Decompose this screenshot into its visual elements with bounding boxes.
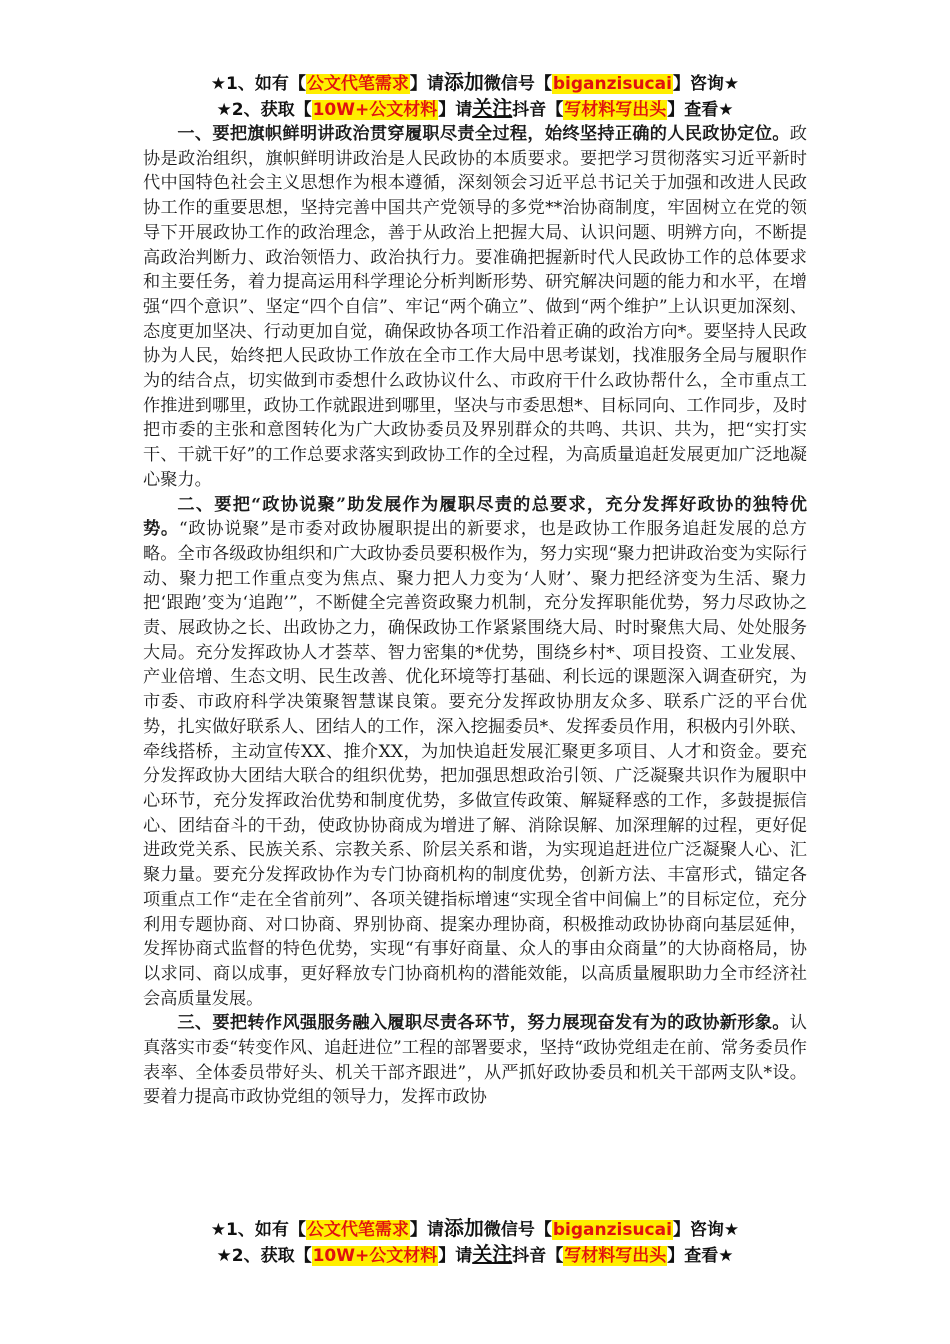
section-2-text: “政协说聚”是市委对政协履职提出的新要求，也是政协工作服务追赶发展的总方略。全市各级政协组织和广大政协委员要积极作为，努力实现“聚力把讲政治变为实际行动、聚力把工作重点变为焦点、聚力把人力变为‘人财’、聚力把经济变为生活、聚力把‘跟跑’变为‘追跑’”，不断健全完善资政聚力机制，充分发挥职能优势，努力尽政协之责、展政协之长、出政协之力，确保政协工作紧紧围绕大局、时时聚焦大局、处处服务大局。充分发挥政协人才荟萃、智力密集的*优势，围绕乡村*、项目投资、工业发展、产业倍增、生态文明、民生改善、优化环境等打基础、利长远的课题深入调查研究，为市委、市政府科学决策聚智慧谋良策。要充分发挥政协朋友众多、联系广泛的平台优势，扎实做好联系人、团结人的工作，深入挖掘委员*、发挥委员作用，积极内引外联、牵线搭桥，主动宣传XX、推介XX，为加快追赶发展汇聚更多项目、人才和资金。要充分发挥政协大团结大联合的组织优势，把加强思想政治引领、广泛凝聚共识作为履职中心环节，充分发挥政治优势和制度优势，多做宣传政策、解疑释惑的工作，多鼓提振信心、团结奋斗的干劲，使政协协商成为增进了解、消除误解、加深理解的过程，更好促进政党关系、民族关系、宗教关系、阶层关系和谐，为实现追赶进位广泛凝聚人心、汇聚力量。要充分发挥政协作为专门协商机构的制度优势，创新方法、丰富形式，锚定各项重点工作“走在全省前列”、各项关键指标增速“实现全省中间偏上”的目标定位，充分利用专题协商、对口协商、界别协商、提案办理协商，积极推动政协协商向基层延伸，发挥协商式监督的特色优势，实现“有事好商量、众人的事由众商量”的大协商格局，协以求同、商以成事，更好释放专门协商机构的潜能效能，以高质量履职助力全市经济社会高质量发展。 [143,519,807,1009]
wechat-id: biganzisucai [552,1220,672,1240]
highlight-materials: 10W+公文材料 [312,100,438,120]
highlight-service: 公文代笔需求 [306,1220,409,1240]
section-3 [143,1011,807,1110]
highlight-service: 公文代笔需求 [306,74,409,94]
section-1-heading: 一、要把旗帜鲜明讲政治贯穿履职尽责全过程，始终坚持正确的人民政协定位。 [177,124,790,144]
section-2-heading: 二、要把“政协说聚”助发展作为履职尽责的总要求，充分发挥好政协的独特优势。 [143,494,807,540]
highlight-materials: 10W+公文材料 [312,1246,438,1266]
promo-line-2: ★2、获取【10W+公文材料】请关注抖音【写材料写出头】查看★ [216,1242,734,1266]
promo-line-1: ★1、如有【公文代笔需求】请添加微信号【biganzisucai】咨询★ [210,70,740,94]
section-1 [143,122,807,493]
section-3-heading: 三、要把转作风强服务融入履职尽责各环节，努力展现奋发有为的政协新形象。 [177,1013,790,1034]
document-body [143,122,807,1110]
promo-line-1: ★1、如有【公文代笔需求】请添加微信号【biganzisucai】咨询★ [210,1216,740,1240]
promo-line-2: ★2、获取【10W+公文材料】请关注抖音【写材料写出头】查看★ [216,96,734,120]
promo-banner-bottom [0,1216,950,1268]
douyin-account: 写材料写出头 [564,100,667,120]
section-2 [143,493,807,1012]
promo-banner-top [0,70,950,122]
wechat-id: biganzisucai [552,74,672,94]
section-1-text: 政协是政治组织，旗帜鲜明讲政治是人民政协的本质要求。要把学习贯彻落实习近平新时代中国特色社会主义思想作为根本遵循，深刻领会习近平总书记关于加强和改进人民政协工作的重要思想，坚持完善中国共产党领导的多党**治协商制度，牢固树立在党的领导下开展政协工作的政治理念，善于从政治上把握大局、认识问题、明辨方向，不断提高政治判断力、政治领悟力、政治执行力。要准确把握新时代人民政协工作的总体要求和主要任务，着力提高运用科学理论分析判断形势、研究解决问题的能力和水平，在增强“四个意识”、坚定“四个自信”、牢记“两个确立”、做到“两个维护”上认识更加深刻、态度更加坚决、行动更加自觉，确保政协各项工作沿着正确的政治方向*。要坚持人民政协为人民，始终把人民政协工作放在全市工作大局中思考谋划，找准服务全局与履职作为的结合点，切实做到市委想什么政协议什么、市政府干什么政协帮什么，全市重点工作推进到哪里，政协工作就跟进到哪里，坚决与市委思想*、目标同向、工作同步，及时把市委的主张和意图转化为广大政协委员及界别群众的共鸣、共识、共为，把“实打实干、干就干好”的工作总要求落实到政协工作的全过程，为高质量追赶发展更加广泛地凝心聚力。 [143,124,807,490]
section-3-text: 认真落实市委“转变作风、追赶进位”工程的部署要求，坚持“政协党组走在前、常务委员作表率、全体委员带好头、机关干部齐跟进”，从严抓好政协委员和机关干部两支队*设。要着力提高市政协党组的领导力，发挥市政协 [143,1013,807,1108]
douyin-account: 写材料写出头 [564,1246,667,1266]
